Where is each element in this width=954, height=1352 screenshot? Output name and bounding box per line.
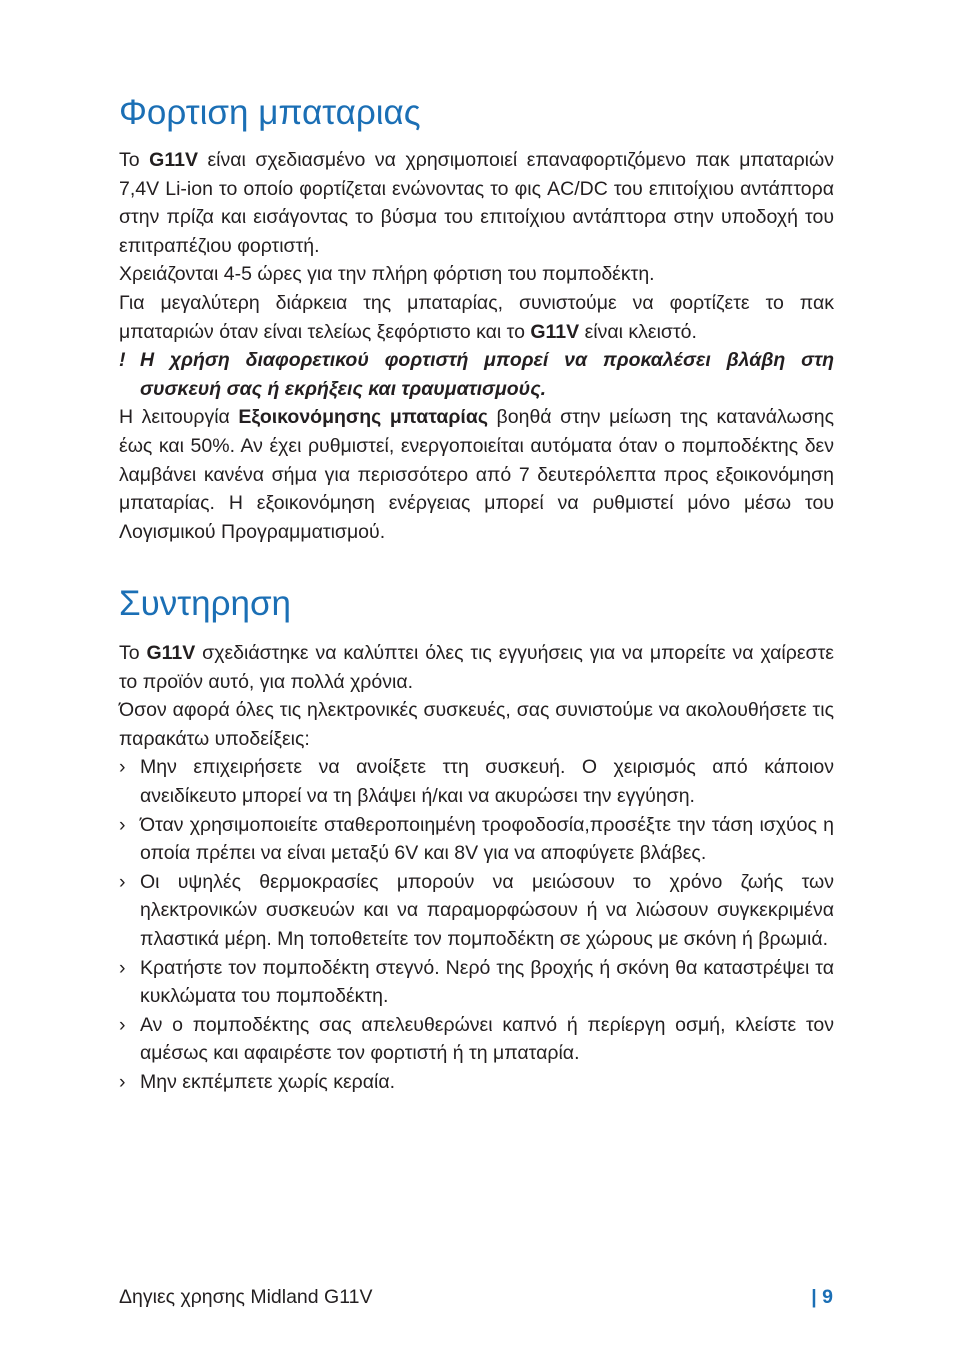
- chevron-right-icon: ›: [119, 1070, 126, 1093]
- chevron-right-icon: ›: [119, 756, 126, 779]
- list-item-text: Αν ο πομποδέκτης σας απελευθερώνει καπνό ή περίεργη οσμή, κλείστε τον αμέσως και αφαιρέστε τον φορτιστή ή τη μπαταρία.: [140, 1013, 834, 1065]
- paragraph-battery-life: [119, 289, 834, 346]
- section-title-maintenance: Συντηρηση: [119, 584, 292, 623]
- text-span: σχεδιάστηκε να καλύπτει όλες τις εγγυήσεις για να μπορείτε να χαίρεστε το προϊόν αυτό, για πολλά χρόνια.: [119, 642, 834, 693]
- text-span: Για μεγαλύτερη διάρκεια της μπαταρίας, συνιστούμε να φορτίζετε το πακ μπαταριών όταν είναι τελείως ξεφόρτιστο και το: [119, 291, 834, 343]
- model-name: G11V: [149, 149, 198, 171]
- section-maintenance: [119, 639, 834, 1097]
- text-span: είναι κλειστό.: [579, 320, 697, 343]
- text-span: είναι σχεδιασμένο να χρησιμοποιεί επαναφορτιζόμενο πακ μπαταριών 7,4V Li-ion το οποίο φορτίζεται ενώνοντας το φις AC/DC του επιτοίχιου αντάπτορα στην πρίζα και εισάγοντας το βύσμα του επιτοίχιου αντάπτορα στην υποδοχή του επιτραπέζιου φορτιστή.: [119, 149, 834, 257]
- text-span: βοηθά στην μείωση της κατανάλωσης έως και 50%. Αν έχει ρυθμιστεί, ενεργοποιείται αυτόματα όταν ο πομποδέκτης δεν λαμβάνει κανένα σήμα για περισσότερο από 7 δευτερόλεπτα προς εξοικονόμηση μπαταρίας. Η εξοικονόμηση ενέργειας μπορεί να ρυθμιστεί μόνο μέσω του Λογισμικού Προγραμματισμού.: [119, 406, 835, 543]
- list-item: [119, 1068, 834, 1097]
- section-title-battery-charging: Φορτιση μπαταριας: [119, 93, 421, 132]
- list-item-text: Μην εκπέμπετε χωρίς κεραία.: [140, 1070, 396, 1093]
- list-item: [119, 954, 834, 1011]
- model-name: G11V: [146, 642, 196, 664]
- footer-manual-title: Δηγιες χρησης Midland G11V: [119, 1286, 373, 1308]
- list-item: [119, 811, 834, 868]
- warning-icon: !: [119, 349, 126, 372]
- list-item: [119, 753, 834, 810]
- paragraph-recommendations: Όσον αφορά όλες τις ηλεκτρονικές συσκευές, σας συνιστούμε να ακολουθήσετε τις παρακάτω υποδείξεις:: [119, 699, 834, 750]
- text-span: Το: [119, 642, 147, 664]
- paragraph-battery-save: [119, 403, 834, 546]
- model-name: G11V: [530, 320, 580, 343]
- chevron-right-icon: ›: [119, 1013, 126, 1036]
- chevron-right-icon: ›: [119, 956, 126, 979]
- battery-save-term: Εξοικονόμησης μπαταρίας: [238, 406, 488, 429]
- list-item: [119, 1011, 834, 1068]
- list-item: [119, 868, 834, 954]
- text-span: Το: [119, 149, 150, 171]
- chevron-right-icon: ›: [119, 870, 126, 893]
- list-item-text: Οι υψηλές θερμοκρασίες μπορούν να μειώσουν το χρόνο ζωής των ηλεκτρονικών συσκευών και να παραμορφώσουν ή να λιώσουν συγκεκριμένα πλαστικά μέρη. Μη τοποθετείτε τον πομποδέκτη σε χώρους με σκόνη ή βρωμιά.: [140, 870, 834, 950]
- page-number: | 9: [811, 1286, 833, 1308]
- chevron-right-icon: ›: [119, 813, 126, 836]
- list-item-text: Κρατήστε τον πομποδέκτη στεγνό. Νερό της βροχής ή σκόνη θα καταστρέψει τα κυκλώματα του πομποδέκτη.: [140, 956, 834, 1008]
- warning-text: Η χρήση διαφορετικού φορτιστή μπορεί να προκαλέσει βλάβη στη συσκευή σας ή εκρήξεις και τραυματισμούς.: [140, 349, 834, 400]
- text-span: Η λειτουργία: [119, 406, 239, 429]
- paragraph-maintenance-intro: [119, 639, 834, 696]
- list-item-text: Μην επιχειρήσετε να ανοίξετε ττη συσκευή. Ο χειρισμός από κάποιον ανειδίκευτο μπορεί να τη βλάψει ή/και να ακυρώσει την εγγύηση.: [140, 756, 834, 807]
- list-item-text: Όταν χρησιμοποιείτε σταθεροποιημένη τροφοδοσία,προσέξτε την τάση ισχύος η οποία πρέπει να είναι μεταξύ 6V και 8V για να αποφύγετε βλάβες.: [140, 813, 834, 865]
- warning-note: [119, 346, 834, 403]
- maintenance-list: [119, 753, 834, 1096]
- section-battery-charging: [119, 146, 834, 546]
- paragraph-intro: [119, 146, 834, 260]
- paragraph-charge-time: Χρειάζονται 4-5 ώρες για την πλήρη φόρτιση του πομποδέκτη.: [119, 263, 655, 286]
